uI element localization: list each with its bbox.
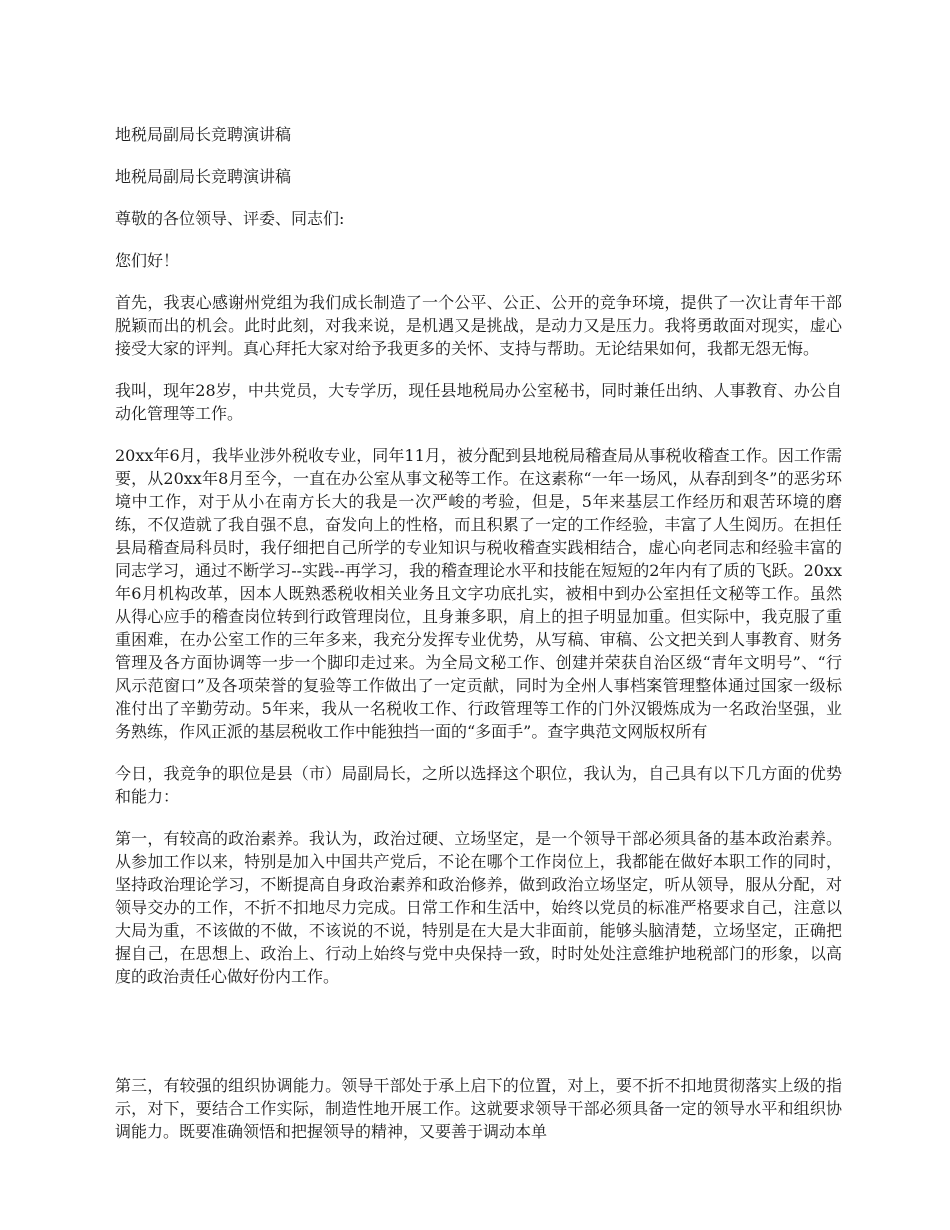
paragraph-political-quality: 第一，有较高的政治素养。我认为，政治过硬、立场坚定，是一个领导干部必须具备的基本政治素养。从参加工作以来，特别是加入中国共产党后，不论在哪个工作岗位上，我都能在做好本职工作的同时，坚持政治理论学习，不断提高自身政治素养和政治修养，做到政治立场坚定，听从领导，服从分配，对领导交办的工作，不折不扣地尽力完成。日常工作和生活中，始终以党员的标准严格要求自己，注意以大局为重，不该做的不做，不该说的不说，特别是在大是大非面前，能够头脑清楚，立场坚定，正确把握自己，在思想上、政治上、行动上始终与党中央保持一致，时时处处注意维护地税部门的形象，以高度的政治责任心做好份内工作。 xyxy=(115,829,842,986)
greeting: 您们好！ xyxy=(115,251,180,270)
salutation: 尊敬的各位领导、评委、同志们: xyxy=(115,209,345,228)
document-subtitle: 地税局副局长竞聘演讲稿 xyxy=(115,167,292,186)
document-page xyxy=(115,123,842,1162)
paragraph-position: 今日，我竞争的职位是县（市）局副局长，之所以选择这个职位，我认为，自己具有以下几方面的优势和能力： xyxy=(115,764,842,806)
paragraph-work-experience: 20xx年6月，我毕业涉外税收专业，同年11月，被分配到县地税局稽查局从事税收稽查工作。因工作需要，从20xx年8月至今，一直在办公室从事文秘等工作。在这素称“一年一场风，从春刮到冬”的恶劣环境中工作，对于从小在南方长大的我是一次严峻的考验，但是，5年来基层工作经历和艰苦环境的磨练，不仅造就了我自强不息，奋发向上的性格，而且积累了一定的工作经验，丰富了人生阅历。在担任县局稽查局科员时，我仔细把自己所学的专业知识与税收稽查实践相结合，虚心向老同志和经验丰富的同志学习，通过不断学习--实践--再学习，我的稽查理论水平和技能在短短的2年内有了质的飞跃。20xx年6月机构改革，因本人既熟悉税收相关业务且文字功底扎实，被相中到办公室担任文秘等工作。虽然从得心应手的稽查岗位转到行政管理岗位，且身兼多职，肩上的担子明显加重。但实际中，我克服了重重困难，在办公室工作的三年多来，我充分发挥专业优势，从写稿、审稿、公文把关到人事教育、财务管理及各方面协调等一步一个脚印走过来。为全局文秘工作、创建并荣获自治区级“青年文明号”、“行风示范窗口”及各项荣誉的复验等工作做出了一定贡献，同时为全州人事档案管理整体通过国家一级标准付出了辛勤劳动。5年来，我从一名税收工作、行政管理等工作的门外汉锻炼成为一名政治坚强，业务熟练，作风正派的基层税收工作中能独挡一面的“多面手”。查字典范文网版权所有 xyxy=(115,446,842,741)
paragraph-coordination-ability: 第三，有较强的组织协调能力。领导干部处于承上启下的位置，对上，要不折不扣地贯彻落实上级的指示，对下，要结合工作实际，制造性地开展工作。这就要求领导干部必须具备一定的领导水平和组织协调能力。既要准确领悟和把握领导的精神，又要善于调动本单 xyxy=(115,1076,842,1141)
document-title: 地税局副局长竞聘演讲稿 xyxy=(115,125,292,144)
paragraph-gratitude: 首先，我衷心感谢州党组为我们成长制造了一个公平、公正、公开的竞争环境，提供了一次让青年干部脱颖而出的机会。此时此刻，对我来说，是机遇又是挑战，是动力又是压力。我将勇敢面对现实，虚心接受大家的评判。真心拜托大家对给予我更多的关怀、支持与帮助。无论结果如何，我都无怨无悔。 xyxy=(115,293,842,358)
blank-gap xyxy=(115,1007,842,1074)
paragraph-self-introduction: 我叫，现年28岁，中共党员，大专学历，现任县地税局办公室秘书，同时兼任出纳、人事教育、办公自动化管理等工作。 xyxy=(115,381,842,423)
